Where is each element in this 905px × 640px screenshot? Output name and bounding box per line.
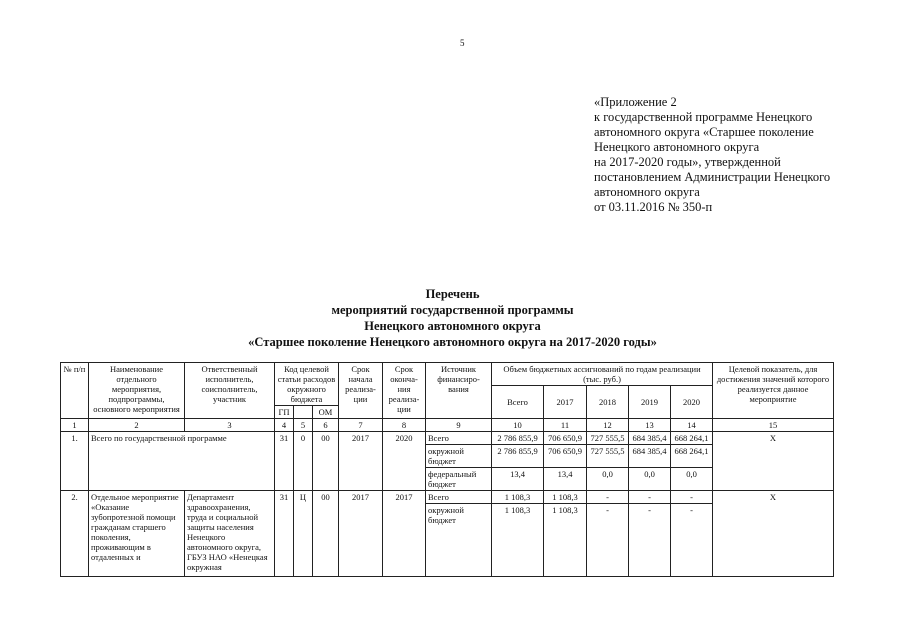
column-number: 15 bbox=[713, 419, 834, 432]
funding-2018: 727 555,5 bbox=[587, 432, 629, 445]
row-name: Всего по государственной программе bbox=[89, 432, 275, 491]
column-number: 8 bbox=[383, 419, 426, 432]
funding-source: Всего bbox=[426, 491, 492, 504]
appendix-line: к государственной программе Ненецкого bbox=[594, 110, 813, 124]
header-end: Срок оконча-ния реализа-ции bbox=[383, 363, 426, 419]
header-name: Наименование отдельного мероприятия, подпрограммы, основного мероприятия bbox=[89, 363, 185, 419]
funding-2019: - bbox=[629, 491, 671, 504]
column-number: 3 bbox=[185, 419, 275, 432]
row-code-om: 00 bbox=[313, 491, 339, 577]
column-number-row bbox=[61, 419, 834, 432]
appendix-line: постановлением Администрации Ненецкого bbox=[594, 170, 831, 184]
row-code-gp: 31 bbox=[275, 432, 294, 491]
funding-2020: - bbox=[671, 491, 713, 504]
appendix-line: Ненецкого автономного округа bbox=[594, 140, 760, 154]
funding-2018: - bbox=[587, 504, 629, 577]
header-code: Код целевой статьи расходов окружного бюджета bbox=[275, 363, 339, 406]
row-number: 1. bbox=[61, 432, 89, 491]
measures-table bbox=[60, 362, 834, 577]
funding-source: Всего bbox=[426, 432, 492, 445]
appendix-line: автономного округа «Старшее поколение bbox=[594, 125, 814, 139]
table-row bbox=[61, 432, 834, 445]
column-number: 14 bbox=[671, 419, 713, 432]
column-number: 5 bbox=[294, 419, 313, 432]
header-executor: Ответственный исполнитель, соисполнитель, участник bbox=[185, 363, 275, 419]
row-code-om: 00 bbox=[313, 432, 339, 491]
header-num: № п/п bbox=[61, 363, 89, 419]
title-line: «Старшее поколение Ненецкого автономного округа на 2017-2020 годы» bbox=[248, 335, 657, 349]
header-volume: Объем бюджетных ассигнований по годам реализации (тыс. руб.) bbox=[492, 363, 713, 386]
row-code-mid: Ц bbox=[294, 491, 313, 577]
column-number: 1 bbox=[61, 419, 89, 432]
header-start: Срок начала реализа-ции bbox=[339, 363, 383, 419]
header-2017: 2017 bbox=[544, 386, 587, 419]
row-number: 2. bbox=[61, 491, 89, 577]
row-indicator: Х bbox=[713, 491, 834, 577]
funding-total: 1 108,3 bbox=[492, 491, 544, 504]
appendix-line: от 03.11.2016 № 350-п bbox=[594, 200, 713, 214]
header-2020: 2020 bbox=[671, 386, 713, 419]
funding-total: 2 786 855,9 bbox=[492, 445, 544, 468]
funding-source: федеральный бюджет bbox=[426, 468, 492, 491]
funding-2017: 1 108,3 bbox=[544, 504, 587, 577]
appendix-note bbox=[594, 95, 894, 215]
funding-total: 13,4 bbox=[492, 468, 544, 491]
funding-2020: - bbox=[671, 504, 713, 577]
funding-total: 2 786 855,9 bbox=[492, 432, 544, 445]
appendix-line: «Приложение 2 bbox=[594, 95, 677, 109]
appendix-line: автономного округа bbox=[594, 185, 700, 199]
row-name: Отдельное мероприятие «Оказание зубопротезной помощи гражданам старшего поколения, проживающим в отдаленных и bbox=[89, 491, 185, 577]
column-number: 12 bbox=[587, 419, 629, 432]
header-indicator: Целевой показатель, для достижения значений которого реализуется данное мероприятие bbox=[713, 363, 834, 419]
funding-2019: 0,0 bbox=[629, 468, 671, 491]
funding-2017: 706 650,9 bbox=[544, 432, 587, 445]
document-title bbox=[0, 286, 905, 350]
title-line: Ненецкого автономного округа bbox=[364, 319, 541, 333]
funding-source: окружной бюджет bbox=[426, 445, 492, 468]
row-end-year: 2020 bbox=[383, 432, 426, 491]
row-code-gp: 31 bbox=[275, 491, 294, 577]
funding-2020: 668 264,1 bbox=[671, 445, 713, 468]
title-line: мероприятий государственной программы bbox=[331, 303, 574, 317]
header-code-om: ОМ bbox=[313, 406, 339, 419]
column-number: 4 bbox=[275, 419, 294, 432]
funding-2019: 684 385,4 bbox=[629, 445, 671, 468]
funding-source: окружной бюджет bbox=[426, 504, 492, 577]
funding-2020: 668 264,1 bbox=[671, 432, 713, 445]
funding-2018: 727 555,5 bbox=[587, 445, 629, 468]
row-executor: Департамент здравоохранения, труда и социальной защиты населения Ненецкого автономного округа, ГБУЗ НАО «Ненецкая окружная bbox=[185, 491, 275, 577]
column-number: 11 bbox=[544, 419, 587, 432]
title-line: Перечень bbox=[425, 287, 480, 301]
funding-2017: 13,4 bbox=[544, 468, 587, 491]
page-number: 5 bbox=[460, 38, 465, 48]
header-source: Источник финансиро-вания bbox=[426, 363, 492, 419]
funding-2017: 1 108,3 bbox=[544, 491, 587, 504]
funding-2019: - bbox=[629, 504, 671, 577]
funding-2017: 706 650,9 bbox=[544, 445, 587, 468]
header-2019: 2019 bbox=[629, 386, 671, 419]
funding-2020: 0,0 bbox=[671, 468, 713, 491]
header-2018: 2018 bbox=[587, 386, 629, 419]
column-number: 2 bbox=[89, 419, 185, 432]
header-total: Всего bbox=[492, 386, 544, 419]
funding-2019: 684 385,4 bbox=[629, 432, 671, 445]
row-indicator: Х bbox=[713, 432, 834, 491]
column-number: 10 bbox=[492, 419, 544, 432]
funding-total: 1 108,3 bbox=[492, 504, 544, 577]
appendix-line: на 2017-2020 годы», утвержденной bbox=[594, 155, 781, 169]
table-row bbox=[61, 491, 834, 504]
row-code-mid: 0 bbox=[294, 432, 313, 491]
header-row bbox=[61, 363, 834, 386]
funding-2018: - bbox=[587, 491, 629, 504]
column-number: 7 bbox=[339, 419, 383, 432]
funding-2018: 0,0 bbox=[587, 468, 629, 491]
row-start-year: 2017 bbox=[339, 432, 383, 491]
row-end-year: 2017 bbox=[383, 491, 426, 577]
column-number: 9 bbox=[426, 419, 492, 432]
row-start-year: 2017 bbox=[339, 491, 383, 577]
column-number: 6 bbox=[313, 419, 339, 432]
header-code-gp: ГП bbox=[275, 406, 294, 419]
header-code-blank bbox=[294, 406, 313, 419]
column-number: 13 bbox=[629, 419, 671, 432]
